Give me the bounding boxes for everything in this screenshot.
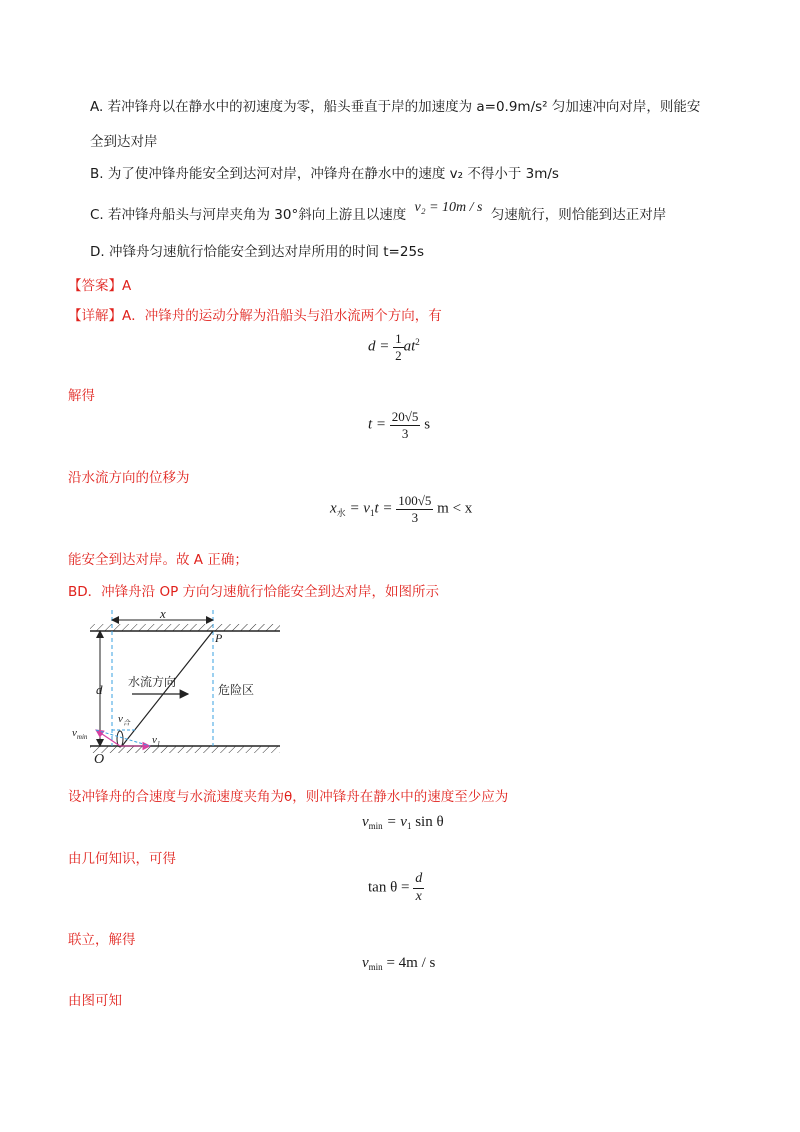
option-d: D. 冲锋舟匀速航行恰能安全到达对岸所用的时间 t=25s — [90, 244, 425, 260]
option-b: B. 为了使冲锋舟能安全到达河对岸，冲锋舟在静水中的速度 v₂ 不得小于 3m/s — [90, 166, 559, 182]
label-vmin: $v_{min}$ — [72, 727, 88, 741]
option-a-line2: 全到达对岸 — [90, 134, 158, 150]
from-figure-text: 由图可知 — [68, 993, 122, 1009]
equation-5: tan θ = $\frac{d}{x}$ — [368, 871, 423, 904]
answer-line: 【答案】A — [68, 278, 132, 294]
option-c-pre: C. 若冲锋舟船头与河岸夹角为 30°斜向上游且以速度 — [90, 207, 407, 223]
solution-bd-intro: BD．冲锋舟沿 OP 方向匀速航行恰能安全到达对岸，如图所示 — [68, 584, 440, 600]
equation-1: d = $\frac{1}{2}$ $at^2$ — [368, 331, 420, 363]
solution-a-intro: 【详解】A．冲锋舟的运动分解为沿船头与沿水流两个方向，有 — [68, 308, 442, 324]
geometry-text: 由几何知识，可得 — [68, 851, 176, 867]
equation-6: $v_{min} = 4m / s$ — [362, 955, 436, 972]
label-v1: $v_1$ — [152, 734, 161, 748]
option-c — [90, 200, 667, 224]
label-x: x — [160, 608, 166, 621]
river-diagram — [68, 608, 298, 766]
safe-a-line: 能安全到达对岸。故 A 正确； — [68, 552, 248, 568]
label-p: P — [215, 631, 223, 645]
option-c-formula: v₂ = 10m / s — [414, 200, 483, 215]
label-flow: 水流方向 — [128, 675, 177, 689]
label-danger: 危险区 — [218, 683, 255, 697]
combine-text: 联立，解得 — [68, 932, 136, 948]
angle-text: 设冲锋舟的合速度与水流速度夹角为θ，则冲锋舟在静水中的速度至少应为 — [68, 789, 509, 805]
option-a-line1: A. 若冲锋舟以在静水中的初速度为零，船头垂直于岸的加速度为 a=0.9m/s² 匀加速冲向对岸，则能安 — [90, 99, 701, 115]
label-vhe: $v_合$ — [118, 713, 130, 727]
label-o: O — [94, 752, 105, 766]
label-d: d — [96, 682, 103, 697]
bottom-bank-hatch — [90, 746, 280, 753]
top-bank-hatch — [90, 624, 280, 631]
solve-label-1: 解得 — [68, 388, 95, 404]
equation-2: t = $\frac{20√5}{3}$ s — [368, 409, 431, 441]
option-c-post: 匀速航行，则恰能到达正对岸 — [490, 207, 667, 223]
displacement-label: 沿水流方向的位移为 — [68, 470, 190, 486]
equation-4: $v_{min} = v_1$ sin θ — [362, 814, 444, 831]
equation-3: $x_水 = v_1t$ = $\frac{100√5}{3}$ m < x — [330, 493, 473, 525]
